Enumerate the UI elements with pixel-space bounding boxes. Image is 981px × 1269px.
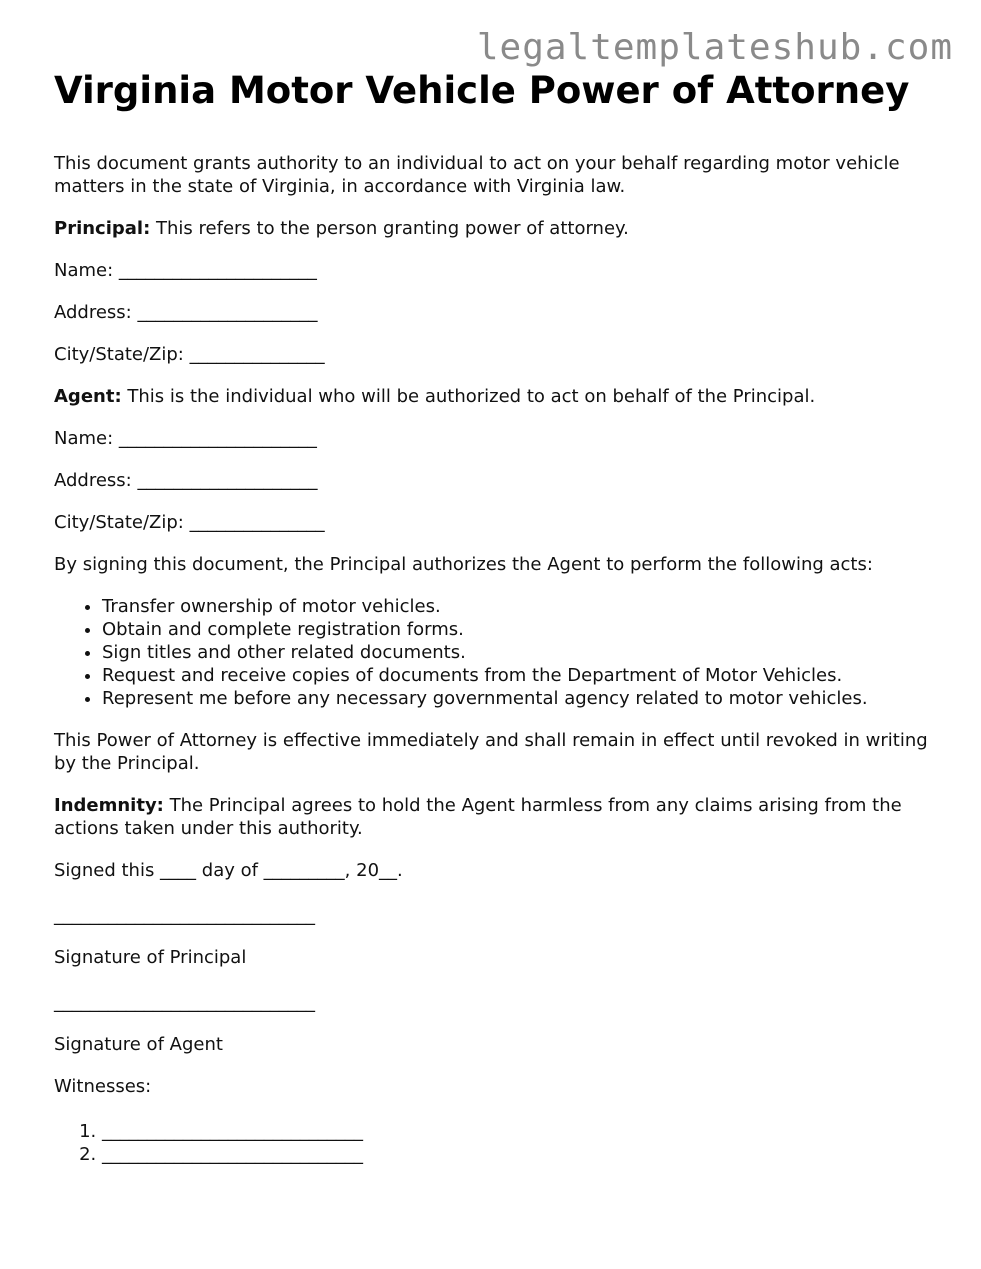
agent-signature-label: Signature of Agent bbox=[54, 1034, 223, 1055]
principal-heading: Principal: bbox=[54, 218, 151, 239]
agent-heading: Agent: bbox=[54, 386, 122, 407]
principal-signature-line: _____________________________ bbox=[54, 905, 315, 926]
effective-paragraph: This Power of Attorney is effective immediately and shall remain in effect until revoked in writing by the Principal. bbox=[54, 730, 928, 774]
document-body bbox=[54, 68, 944, 1166]
agent-description: This is the individual who will be authorized to act on behalf of the Principal. bbox=[121, 386, 816, 407]
act-item: • Transfer ownership of motor vehicles. bbox=[102, 595, 944, 618]
agent-city-state-zip-field: City/State/Zip: _______________ bbox=[54, 512, 325, 533]
signed-date-line: Signed this ____ day of _________, 20__. bbox=[54, 860, 403, 881]
witness-line: 2. _____________________________ bbox=[102, 1143, 944, 1166]
agent-signature-line: _____________________________ bbox=[54, 992, 315, 1013]
acts-intro: By signing this document, the Principal authorizes the Agent to perform the following acts: bbox=[54, 554, 873, 575]
act-item: • Represent me before any necessary governmental agency related to motor vehicles. bbox=[102, 687, 944, 710]
agent-definition bbox=[54, 385, 944, 408]
agent-address-field: Address: ____________________ bbox=[54, 470, 318, 491]
principal-city-state-zip-field: City/State/Zip: _______________ bbox=[54, 344, 325, 365]
act-item: • Obtain and complete registration forms. bbox=[102, 618, 944, 641]
witnesses-label: Witnesses: bbox=[54, 1076, 152, 1097]
principal-definition bbox=[54, 217, 944, 240]
indemnity-paragraph bbox=[54, 794, 944, 840]
principal-address-field: Address: ____________________ bbox=[54, 302, 318, 323]
acts-list bbox=[54, 595, 944, 710]
indemnity-heading: Indemnity: bbox=[54, 795, 164, 816]
indemnity-text: The Principal agrees to hold the Agent harmless from any claims arising from the actions taken under this authority. bbox=[54, 795, 902, 839]
principal-description: This refers to the person granting power of attorney. bbox=[150, 218, 629, 239]
watermark: legaltemplateshub.com bbox=[476, 27, 953, 68]
act-item: • Sign titles and other related documents. bbox=[102, 641, 944, 664]
principal-name-field: Name: ______________________ bbox=[54, 260, 317, 281]
witness-line: 1. _____________________________ bbox=[102, 1120, 944, 1143]
act-item: • Request and receive copies of documents from the Department of Motor Vehicles. bbox=[102, 664, 944, 687]
witness-list bbox=[54, 1120, 944, 1166]
agent-name-field: Name: ______________________ bbox=[54, 428, 317, 449]
document-title: Virginia Motor Vehicle Power of Attorney bbox=[54, 69, 910, 112]
principal-signature-label: Signature of Principal bbox=[54, 947, 247, 968]
intro-paragraph: This document grants authority to an individual to act on your behalf regarding motor vehicle matters in the state of Virginia, in accordance with Virginia law. bbox=[54, 153, 900, 197]
